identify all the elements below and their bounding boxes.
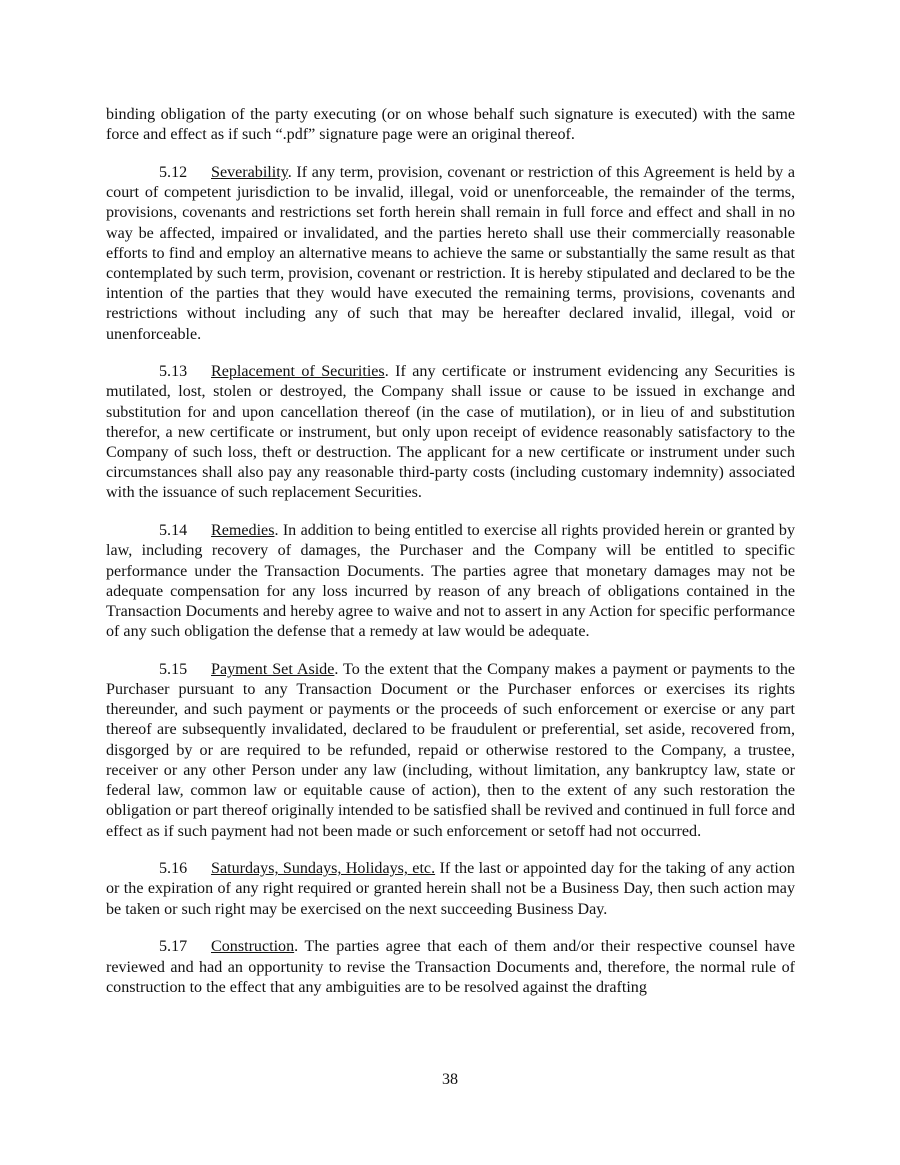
section-text: . To the extent that the Company makes a payment or payments to the Purchaser pursuant to any Transaction Document or the Purchaser enforces or exercises its rights thereunder, and such payment or payments or the proceeds of such enforcement or exercise or any part thereof are subsequently invalidated, declared to be fraudulent or preferential, set aside, recovered from, disgorged by or are required to be refunded, repaid or otherwise restored to the Company, a trustee, receiver or any other Person under any law (including, without limitation, any bankruptcy law, state or federal law, common law or equitable cause of action), then to the extent of any such restoration the obligation or part thereof originally intended to be satisfied shall be revived and continued in full force and effect as if such payment had not been made or such enforcement or setoff had not occurred. <box>106 660 796 840</box>
section-number: 5.17 <box>159 938 188 956</box>
section-5-15 <box>106 660 795 842</box>
section-5-13 <box>106 362 795 503</box>
section-number: 5.13 <box>159 363 188 381</box>
section-5-12 <box>106 163 795 345</box>
section-text: . If any certificate or instrument evidencing any Securities is mutilated, lost, stolen or destroyed, the Company shall issue or cause to be issued in exchange and substitution for and upon cancellation thereof (in the case of mutilation), or in lieu of and substitution therefor, a new certificate or instrument, but only upon receipt of evidence reasonably satisfactory to the Company of such loss, theft or destruction. The applicant for a new certificate or instrument under such circumstances shall also pay any reasonable third-party costs (including customary indemnity) associated with the issuance of such replacement Securities. <box>106 363 796 502</box>
section-5-17 <box>106 937 795 998</box>
section-5-16 <box>106 859 795 920</box>
section-heading: Replacement of Securities <box>211 363 385 381</box>
section-text: . In addition to being entitled to exercise all rights provided herein or granted by law, including recovery of damages, the Purchaser and the Company will be entitled to specific performance under the Transaction Documents. The parties agree that monetary damages may not be adequate compensation for any loss incurred by reason of any breach of obligations contained in the Transaction Documents and hereby agree to waive and not to assert in any Action for specific performance of any such obligation the defense that a remedy at law would be adequate. <box>106 522 795 641</box>
page-number: 38 <box>441 1071 459 1088</box>
section-5-14 <box>106 521 795 642</box>
section-number: 5.16 <box>159 860 188 878</box>
section-heading: Payment Set Aside <box>211 660 335 678</box>
section-number: 5.14 <box>159 522 188 540</box>
section-heading: Remedies <box>211 522 275 540</box>
section-text: . If any term, provision, covenant or restriction of this Agreement is held by a court of competent jurisdiction to be invalid, illegal, void or unenforceable, the remainder of the terms, provisions, covenants and restrictions set forth herein shall remain in full force and effect and shall in no way be affected, impaired or invalidated, and the parties hereto shall use their commercially reasonable efforts to find and employ an alternative means to achieve the same or substantially the same result as that contemplated by such term, provision, covenant or restriction. It is hereby stipulated and declared to be the intention of the parties that they would have executed the remaining terms, provisions, covenants and restrictions without including any of such that may be hereafter declared invalid, illegal, void or unenforceable. <box>106 163 795 343</box>
section-text: . The parties agree that each of them and/or their respective counsel have reviewed and had an opportunity to revise the Transaction Documents and, therefore, the normal rule of construction to the effect that any ambiguities are to be resolved against the drafting <box>106 938 795 996</box>
section-heading: Saturdays, Sundays, Holidays, etc. <box>211 860 436 878</box>
continuation-paragraph: binding obligation of the party executing (or on whose behalf such signature is executed) with the same force and effect as if such “.pdf” signature page were an original thereof. <box>106 106 795 144</box>
section-heading: Severability <box>211 163 288 181</box>
section-number: 5.15 <box>159 660 188 678</box>
section-number: 5.12 <box>159 163 188 181</box>
section-text: If the last or appointed day for the taking of any action or the expiration of any right required or granted herein shall not be a Business Day, then such action may be taken or such right may be exercised on the next succeeding Business Day. <box>106 860 795 918</box>
section-heading: Construction <box>211 938 295 956</box>
document-body <box>106 105 795 1015</box>
